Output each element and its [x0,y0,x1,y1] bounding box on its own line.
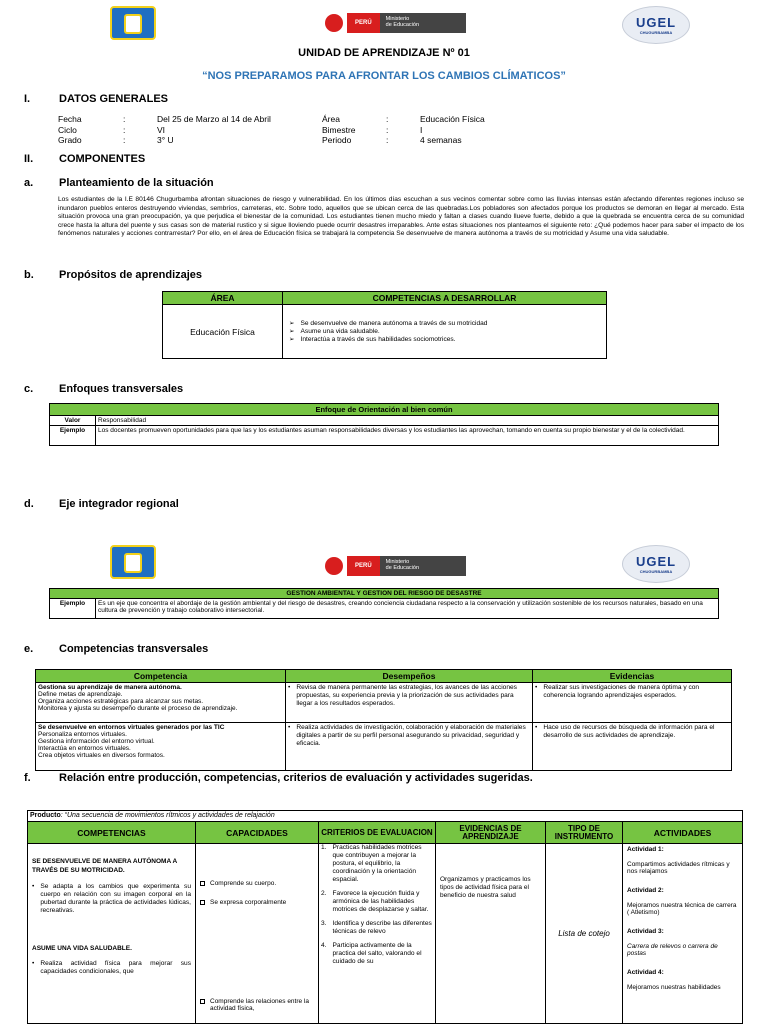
page-title: UNIDAD DE APRENDIZAJE Nº 01 [298,47,470,59]
datos-right-values: Educación Física I 4 semanas [420,114,485,145]
competencias-transversales-table: Competencia Desempeños Evidencias Gestiona su aprendizaje de manera autónoma. Define metas de aprendizaje. Organiza acciones estratégicas para alcanzar sus metas. Monitorea y ajusta su desempeño durante el proceso de aprendizaje. • Revisa de manera permanente las estrategias, los avances de las acciones propuestas, su experiencia previa y la priorización de sus actividades para llegar a los resultados esperados. • Realizar sus investigaciones de manera óptima y con coherencia logrando aprendizajes esperados. Se desenvuelve en entornos virtuales generados por las TIC Personaliza entornos virtuales. Gestiona información del entorno virtual. Interactúa en entornos virtuales. Crea objetos virtuales en diversos formatos. • Realiza actividades de investigación, colaboración y elaboración de materiales digitales a partir de su perfil personal asegurando su privacidad, seguridad y eficacia. • Hace uso de recursos de búsqueda de información para el desarrollo de sus actividades de aprendizaje. [35,669,732,771]
section-componentes: II. COMPONENTES [24,153,146,165]
section-relacion: f. Relación entre producción, competencias, criterios de evaluación y actividades sugeridas. [24,772,533,784]
section-enfoques: c. Enfoques transversales [24,383,184,395]
school-logo-2 [110,545,156,579]
ugel-logo-2: UGEL CHUGURBAMBA [622,545,690,583]
datos-left-values: Del 25 de Marzo al 14 de Abril VI 3° U [157,114,271,145]
section-competencias-transversales: e. Competencias transversales [24,643,209,655]
datos-left: Fecha Ciclo Grado [58,114,82,145]
minedu-logo-2: PERÚ Ministerio de Educación [325,555,466,577]
section-planteamiento: a. Planteamiento de la situación [24,177,214,189]
page-subtitle: “NOS PREPARAMOS PARA AFRONTAR LOS CAMBIOS CLÍMATICOS” [202,70,566,82]
propositos-table: ÁREA COMPETENCIAS A DESARROLLAR Educación Física ➢ Se desenvuelve de manera autónoma a través de su motricidad ➢ Asume una vida saludable. ➢ Interactúa a través de sus habilidades sociomotrices. [162,291,607,359]
produccion-table: Producto: “Una secuencia de movimientos rítmicos y actividades de relajación COMPETENCIAS CAPACIDADES CRITERIOS DE EVALUACION EVIDENCIAS DE APRENDIZAJE TIPO DE INSTRUMENTO ACTIVIDADES SE DESENVUELVE DE MANERA AUTÓNOMA A TRAVÉS DE SU MOTRICIDAD. • Se adapta a los cambios que experimenta su cuerpo en relación con su imagen corporal en la pubertad durante la práctica de actividades lúdicas, recreativas. ASUME UNA VIDA SALUDABLE. • Realiza actividad física para mejorar sus capacidades condicionales, que Comprende su cuerpo. Se expresa corporalmente Comprende las relaciones entre la actividad física, 1. Practicas habilidades motrices que contribuyen a mejorar la postura, el equilibrio, la coordinación y la orientación espacial. 2. Favorece la ejecución fluida y armónica de las habilidades motrices de desplazarse y saltar. 3. Identifica y describe las diferentes técnicas de relevo 4. Participa activamente de la practica del salto, valorando el cuidado de su Organizamos y practicamos los tipos de actividad física para el beneficio de nuestra salud Lista de cotejo Actividad 1: Compartimos actividades rítmicas y nos relajamos Actividad 2: Mejoramos nuestra técnica de carrera ( Atletismo) Actividad 3: Carrera de relevos o carrera de postas Actividad 4: Mejoramos nuestras habilidades [27,810,743,1024]
school-logo [110,6,156,40]
section-datos-generales: I. DATOS GENERALES [24,93,168,105]
section-propositos: b. Propósitos de aprendizajes [24,269,203,281]
datos-right: Área Bimestre Periodo [322,114,356,145]
situacion-text: Los estudiantes de la I.E 80146 Chugurbamba afrontan situaciones de riesgo y vulnerabilidad. En los últimos días escuchan a sus vecinos comentar sobre como las lluvias intensas están afectando diferentes regiones incluso se inundaron pueblos enteros destruyendo viviendas, sembríos, carreteras, etc. Sobre todo, aquellos que se ubican cerca de las quebradas.Los pobladores son afectados porque los productos se demoran en llegar al mercado. Esta situación provoca una gran preocupación, ya que perjudica el bienestar de la comunidad. Los estudiantes tienen mucho miedo y faltan a clases cuando llueve fuerte, debido a que la quebrada se encuentra cerca de su comunidad crece hasta la altura del puente y sus casas son de material rustico y si sigue lloviendo puede ocurrir desastres irreparables. Ante estas situaciones nos planteamos el siguiente reto: ¿Qué podemos hacer para saber el impacto de los fenómenos naturales y acciones contrarrestar? Por ello, en el área de Educación física se trabajará la competencia Se desenvuelve de manera autónoma a través de su motricidad y Asume una vida saludable. [58,196,744,238]
enfoque-table: Enfoque de Orientación al bien común Valor Responsabilidad Ejemplo Los docentes promueven oportunidades para que las y los estudiantes asuman responsabilidades diversas y los estudiantes las aprovechan, tomando en cuenta su propio bienestar y el de la colectividad. [49,403,719,446]
peru-shield-icon [325,14,343,32]
ugel-logo: UGEL CHUGURBAMBA [622,6,690,44]
peru-shield-icon [325,557,343,575]
eje-table: GESTION AMBIENTAL Y GESTION DEL RIESGO DE DESASTRE Ejemplo Es un eje que concentra el abordaje de la gestión ambiental y del riesgo de desastres, creando conciencia ciudadana respecto a la conservación y utilización sostenible de los recursos naturales, basado en una cultura de prevención y trabajo colaborativo intersectorial. [49,588,719,619]
minedu-logo: PERÚ Ministerio de Educación [325,12,466,34]
section-eje: d. Eje integrador regional [24,498,179,510]
